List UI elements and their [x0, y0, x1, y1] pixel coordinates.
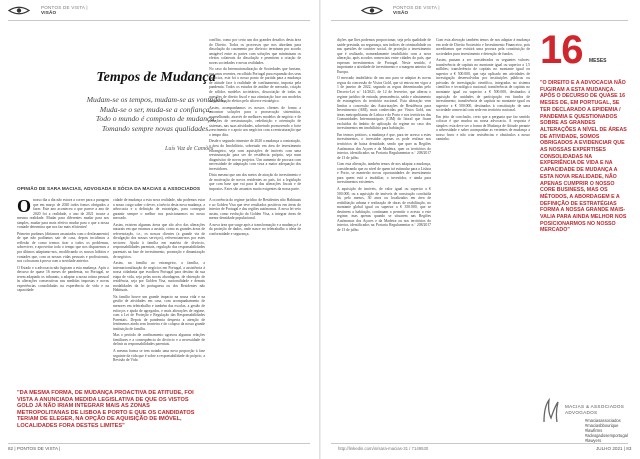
footer-left: 82 | PONTOS DE VISTA | — [8, 446, 61, 451]
paragraph: Mas o período de confinamento agravou algumas relações familiares e a consequência do divórcio e a necessidade de definir as responsabilidades parentais. — [113, 333, 205, 347]
hashtag: #lawfirms — [585, 428, 603, 434]
paragraph: A mesma forma se tem notado uma nova proporção à fase seguinte da vida que é sobre a responsabilidade do próprio, a Revisão de Vida — [113, 348, 205, 363]
hashtag: #lawyers — [585, 438, 602, 444]
paragraph: Em jeito de conclusão, creio que a pergunta que faz sentido colocar é que mudou na nossa advocacia. A resposta é simples: esta deve ser a forma de Mudança de Atitude perante a adversidade e saber acompanhar as vertentes de mudança a nosso favor e não criar resistências e obstáculos a nosso caminho. — [436, 114, 530, 142]
hashtag: #maciasassociados — [585, 418, 621, 423]
article-column — [209, 38, 301, 192]
divider — [331, 443, 628, 444]
paragraph: Assim, existem algumas áreas que são alvo das alterações naturais em que estamos a assistir, como as grandes áreas de referenciação, i.e., os nossos clientes (a grande via de divulgação dos nossos serviços), referenciam-nos por estes sectores: Ajuda à família em matéria de divórcio, responsabilidades parentais, regulação das responsabilidades parentais na fase de investimento, promoção e dinamização de negócios. — [113, 222, 205, 259]
paragraph: A aquisição de imóveis, de valor igual ou superior a € 500.000, ou a aquisição de imóveis de construção concluída há, pelo menos, 30 anos ou localizados em área de reabilitação urbana e realização de obras de reabilitação, no montante global igual ou superior a € 350.000, que se destinem a habitação, continuam a permitir o acesso a este regime, mas apenas quando se situarem nas Regiões Autónomas dos Açores e da Madeira ou nos territórios do interior, identificados na Portaria Regulamentar n.º 208/2017 de 13 de julho. — [337, 186, 431, 232]
paragraph: Primeiro parâmos (diríamos assustados com o desfasamento) de que não podíamos sair de casa, depois incidimos a reflexão de como iremos tirar a todos os problemas, sobreviver, e aproveitar todo o tempo que nos dispusemos a por últimos adaptamo-nos, modificando os nossos hábitos e vontades que, com as nossas vidas pessoais e profissionais, nos colocaram à prova com a novidade anterior. — [17, 231, 109, 264]
poem-line: Muda-se o ser, muda-se a confiança; — [99, 104, 213, 114]
logo-text — [565, 404, 624, 415]
footer-url-link[interactable]: http://linkedin.com/in/sara-macias-31 / 7149530 — [338, 446, 429, 451]
poem-author: Luís Vaz de Camões — [165, 146, 214, 152]
hashtag-list — [585, 418, 628, 443]
eye-icon — [361, 6, 383, 15]
paragraph: Assim, na família ao estrangeiro, a família, a internacionalização de negócios em Portugal, a assistência à nossa cidadania que escolheu Portugal para destino da sua etapa de vida, seja pelas novas abordagens, de obtenção de residência, seja por Golden Visa, nacionalidade e demais modalidades da lei portuguesa ou dos Residentes não Habituais. — [113, 261, 205, 293]
paragraph: Assim, passam a ser considerados os seguintes valores: transferência de capitais no montante igual ou superior a 1,5 milhões; transferência de capitais no montante igual ou superior a € 500.000, que seja aplicado em atividades de investigação desenvolvidas por instituições públicas ou privadas de investigação científica, integradas no sistema científico e tecnológico nacional; transferência de capitais no montante igual ou superior a € 500.000, destinados à aquisição de unidades de participação em fundos de investimento; transferência de capitais no montante igual ou superior a € 500.000, destinados à constituição de uma sociedade comercial com sede em território nacional. — [436, 58, 530, 113]
paragraph: Assim, acompanhamos os nossos clientes de forma a encontrar soluções para a prossecução sistemática, aconselhando, através de melhores modelos de negócio e de soluções de reestruturação, redefinição e orientação de sistemas, nas suas atividades, sobretudo promovendo o forte crescimento e o apoio aos negócios com a reestruturação que o tempo dita. — [209, 105, 301, 137]
pull-quote: "DA MESMA FORMA, DE MUDANÇA PROACTIVA DE ATITUDE, FOI VISTA A ANUNCIADA MEDIDA LEGISLATIVA DE QUE OS VISTOS GOLD JÁ NÃO IRIAM INTEGRAR MAIS AS ZONAS METROPOLITANAS DE LISBOA E PORTO E QUE OS CANDIDATOS TERIAM DE ELEGER, NA OPÇÃO DE AQUISIÇÃO DE IMÓVEL, LOCALIDADES FORA DESTES LIMITES" — [17, 390, 195, 429]
divider — [8, 443, 310, 444]
article-title: Tempos de Mudança — [96, 70, 216, 85]
paragraph: Com esta alteração também temos de nos adaptar à mudança em sede de Direito Societário e Investimento Financeiro, pois acreditamos que existirá uma procura pela constituição de sociedades para investimento e detenção de fundos. — [436, 38, 530, 56]
big-number-label: MESES — [589, 58, 607, 64]
header-section: VISÃO — [41, 10, 57, 16]
article-column — [113, 198, 205, 380]
paragraph: A nova área que surge após a transformação e a mudança é a da proteção de dados, onde nasce no teletrabalho a ideia de conformidade e segurança. — [209, 222, 301, 236]
article-column — [17, 198, 109, 380]
header-left — [41, 5, 88, 16]
divider — [331, 20, 628, 21]
sidebar-quote: "O DIREITO E A ADVOCACIA NÃO FUGIRAM A ESTA MUDANÇA. APÓS O DECURSO DE QUASE 16 MESES DE, EM PORTUGAL, SE TER DECLARADO A EPIDEMIA / PANDEMIA E QUESTIONADOS SOBRE AS GRANDES ALTERAÇÕES A NÍVEL DE ÁREAS DE ATIVIDADE, SOMOS OBRIGADOS A EVIDENCIAR QUE AS NOSSAS EXPERTISES CONSOLIDADAS NA EXPERIÊNCIA DE VIDA E NA CAPACIDADE DE MUDANÇA A ESTA NOVA REALIDADE, NÃO APENAS CUMPRIR O NOSSO CORE BUSINESS, MAS OS MÉTODOS, A ABORDAGEM E A DEFINIÇÃO DE ESTRATÉGIAS FORMA A NOSSA GRANDE MAIS-VALIA PARA AINDA MELHOR NOS POSICIONARMOS NO NOSSO MERCADO" — [540, 80, 627, 234]
paragraph: Desde o segundo trimestre de 2020 a mudança a contratação, a área do Imobiliário, sobretudo em área de investimento estrangeiro, seja com aquisições de imóveis com uma reestruturação para ser de residência própria, seja num diagnóstico de novos projetos. Um aumento de procura com necessidade de adaptação com vista a maior adequação dos investidores. — [209, 139, 301, 171]
paragraph: O mercado imobiliário de um ano para se adaptar às novas regras da concessão de Vistos Gold, que só entrou em vigor a 1 de janeiro de 2022, segundo as regras determinadas pelo Decreto-Lei n.º 14/2021, de 12 de fevereiro, que alterou o regime jurídico de entrada, permanência, saída e afastamento de estrangeiros do território nacional. Esta alteração vem limitar a concessão das Autorizações de Residência para Investimento (ARI), mais conhecidas por Vistos Gold, nas áreas metropolitanas de Lisboa e do Porto e nos territórios das Comunidades Intermunicipais (CIM) do litoral que ficam excluídas do âmbito de aplicação do regime no caso dos investimentos em imobiliário para habitação. — [337, 76, 431, 131]
poem-line: Todo o mundo é composto de mudança, — [95, 114, 217, 124]
article-column — [209, 198, 301, 440]
poem-line: Tomando sempre novas qualidades. — [101, 123, 211, 133]
paragraph: cidade de mudança a esta nova realidade, não podemos estar a nosso cargo saber o dever, a inércia desta nova mudança, a advocacia e a definição de estratégias, para conseguir garantir sempre o melhor nos posicionarmos no nosso mercado. — [113, 198, 205, 221]
hashtag: #advogadosemportugal — [585, 433, 628, 439]
hashtag: #maciasbbourique — [585, 423, 619, 429]
header-section: VISÃO — [393, 10, 409, 16]
header-magazine: PONTOS DE VISTA | — [41, 5, 88, 10]
divider — [8, 20, 310, 21]
paragraph — [17, 198, 109, 230]
paragraph: O Estado e a advocacia não fugiram a esta mudança. Após o decurso de quase 16 meses de pandemia, no Portugal, se terem adaptado os tribunais, a adaptar a nossa rotina pessoal às alterações consecutivas nas medidas impostas e novas experiências consolidadas na experiência de vida e na capacidade — [17, 265, 109, 293]
logo-subtitle: ADVOGADOS — [565, 409, 598, 415]
article-column — [337, 38, 431, 441]
big-number: 16 — [540, 28, 583, 72]
dropcap: O — [17, 198, 32, 216]
macias-monogram-icon — [541, 398, 561, 424]
header-right — [393, 5, 440, 16]
paragraph: dições que lhes podemos proporcionar, seja pela qualidade de saúde prestada, na segurança, nos índices de criminalidade ou nas questões de carácter social, de proteção a investimento que é realizado, nomeadamente imobiliário com a nova alteração, após acordos comerciais entre cidades do país, que esperam investimentos de Portugal. Neste sentido, é importante a atividade de investimento e a margem anterior da Europa. — [337, 38, 431, 74]
article-column — [436, 38, 530, 441]
paragraph: Diria mesmo que um dos meios de atração do investimento e de motivação de novos residentes ao país, foi a legislação que com base que vai para lá das alterações fiscais e de impostos. Estes são assuntos muito exigentes da nossa parte. — [209, 173, 301, 191]
logo-name: MACIAS & ASSOCIADOS — [565, 404, 625, 409]
header-magazine: PONTOS DE VISTA | — [393, 5, 440, 10]
paragraph: A ocorrência do regime jurídico de Residentes não Habituais e ao Golden Visa que teve resultados positivos em áreas do interior de Portugal e das regiões autónomas. A nova lei veio assim, como evolução da Golden Visa, a integrar áreas de menor densidade populacional. — [209, 198, 301, 221]
footer-right: JULHO 2021 | 83 — [596, 446, 632, 451]
poem-line: Mudam-se os tempos, mudam-se as vontades, — [86, 95, 226, 104]
page-gutter — [319, 0, 321, 459]
eye-icon — [8, 6, 30, 15]
paragraph: Na família houve um grande impacto na nossa vida e na gestão de atividades em casa, com acompanhamento de menores em teletrabalho e também das escolas, a gestão de esforços e ajuda de agregados, e mais alterações de regime, com a Lei de Proteção e Regulação das Responsabilidades Parentais. Depois de pandemia desperta a atenção de fenómenos ainda sem fronteira e do colapso da nossa grande instituição de família. — [113, 294, 205, 331]
paragraph: Com esta alteração, também temos de nos adaptar a mudança, considerando que ao nível de quem irá estimular para a Lisboa e Porto, se manterão novas oportunidades de investimento para quem está a imobiliar, o investidor, e ainda para investimentos existentes. — [337, 162, 431, 185]
paragraph: No caso da Internacionalização de Sociedades que haviam, nos anos recentes, escolhido Portugal para expansão dos seus negócios, este foi o nosso ponto de partida para a mudança de atitude face à realidade de confinamento, imposta pela pandemia. Todos os estudos de análise de mercado, criação de sólidos modelos societários, dissociação de todas as questões de direito fiscal e sua otimização face aos modelos de governação eleitos pelo alicerce estratégico. — [209, 67, 301, 104]
paragraph-text: nosso dia a dia não estava a correr para a paragem que em março de 2020 todos fomos obrigados a fazer. Este ano aconteceu o que parece a ano de 2020 foi a realidade, o ano de 2021 trouxe a mesma realidade. Mudar para diferentes mudar para nos simples, mudar para mais efetivo mudar para o que a nossa vontade determina que nos faz mais eficientes! — [17, 198, 109, 230]
paragraph: conflito, como por certo um dos grandes desafios desta área do Direito. Todos os processos que nos abordam para dissolução do casamento por divórcio terminam por acordo amigável entre as partes com soluções que minimizam os efeitos colaterais da dissolução e permitem a criação de novas sociedades e novas realidades. — [209, 38, 301, 65]
paragraph: Em termos práticos, a mudança é que, para ter acesso a estes investimentos, o investidor apenas os pode realizar nos territórios de baixa densidade, sendo que quer as Regiões Autónomas dos Açores e da Madeira, quer os territórios do interior, identificados na Portaria Regulamentar n.º 208/2017 de 13 de julho. — [337, 132, 431, 160]
byline: OPINIÃO DE SARA MACIAS, ADVOGADA E SÓCIA DA MACIAS & ASSOCIADOS — [17, 186, 201, 191]
